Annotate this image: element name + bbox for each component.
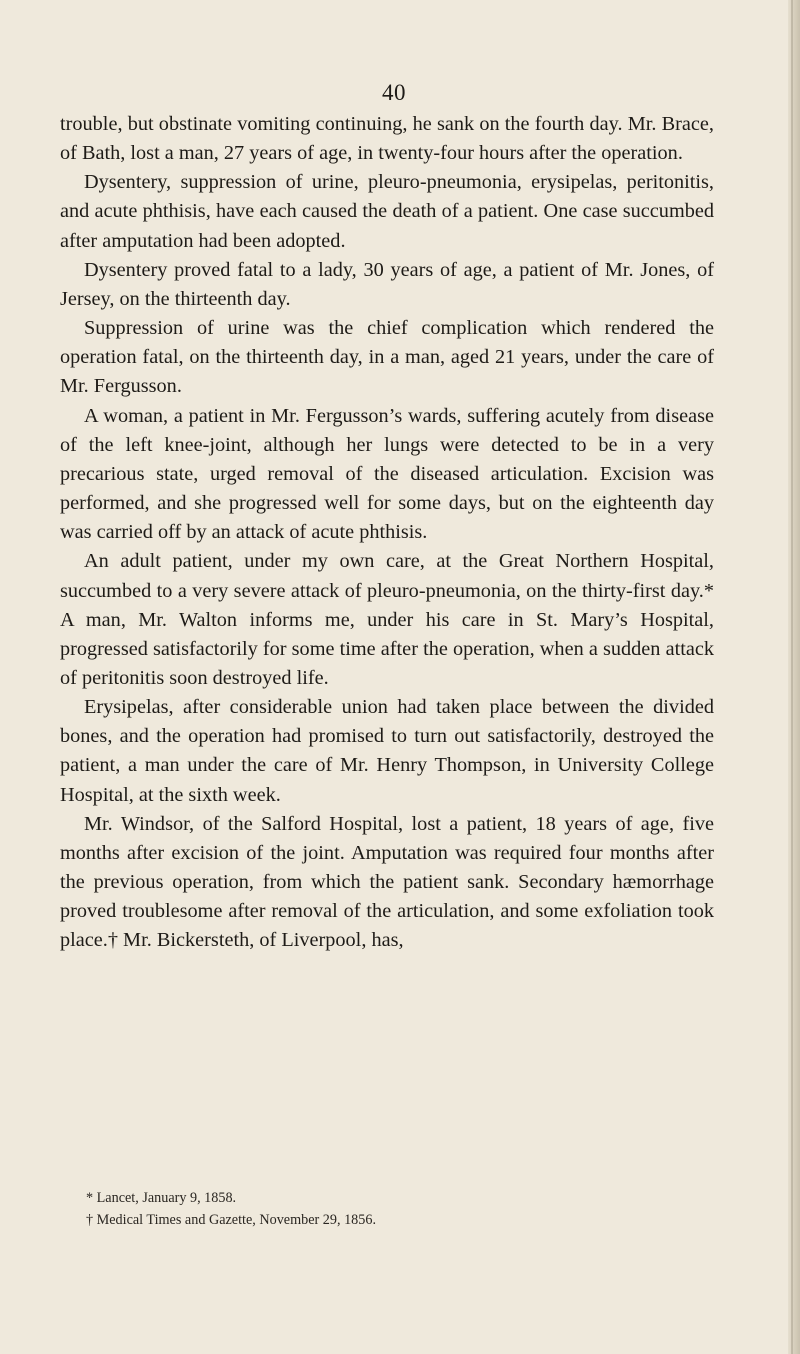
- footnotes: [86, 1187, 726, 1231]
- page-edge-line: [791, 0, 793, 1354]
- body-text: [60, 110, 714, 956]
- paragraph-pneumonia-peritonitis: An adult patient, under my own care, at the Great Northern Hospital, succumbed to a very severe attack of pleuro-pneumonia, on the thirty-first day.* A man, Mr. Walton informs me, under his care in St. Mary’s Hospital, progressed satisfactorily for some time after the operation, when a sudden attack of peritonitis soon destroyed life.: [60, 550, 714, 689]
- page-edge: [788, 0, 800, 1354]
- paragraph-suppression: Suppression of urine was the chief complication which rendered the operation fatal, on the thirteenth day, in a man, aged 21 years, under the care of Mr. Fergusson.: [60, 317, 714, 398]
- page-number: 40: [382, 80, 406, 105]
- paragraph-dysentery: Dysentery proved fatal to a lady, 30 years of age, a patient of Mr. Jones, of Jersey, on the thirteenth day.: [60, 258, 714, 310]
- paragraph-phthisis: A woman, a patient in Mr. Fergusson’s wards, suffering acutely from disease of the left knee-joint, although her lungs were detected to be in a very precarious state, urged removal of the diseased articulation. Excision was performed, and she progressed well for some days, but on the eighteenth day was carried off by an attack of acute phthisis.: [60, 404, 714, 544]
- paragraph-causes: Dysentery, suppression of urine, pleuro-pneumonia, erysipelas, peritonitis, and acute phthisis, have each caused the death of a patient. One case succumbed after amputation had been adopted.: [60, 171, 714, 252]
- paragraph-erysipelas: Erysipelas, after considerable union had taken place between the divided bones, and the operation had promised to turn out satisfactorily, destroyed the patient, a man under the care of Mr. Henry Thompson, in University College Hospital, at the sixth week.: [60, 696, 714, 806]
- footnote-medical-times: † Medical Times and Gazette, November 29, 1856.: [86, 1212, 376, 1228]
- paragraph-continuation: trouble, but obstinate vomiting continuing, he sank on the fourth day. Mr. Brace, of Bath, lost a man, 27 years of age, in twenty-four hours after the operation.: [60, 113, 714, 165]
- footnote-lancet: * Lancet, January 9, 1858.: [86, 1190, 237, 1206]
- paragraph-salford: Mr. Windsor, of the Salford Hospital, lost a patient, 18 years of age, five months after excision of the joint. Amputation was required four months after the previous operation, from which the patient sank. Secondary hæmorrhage proved troublesome after removal of the articulation, and some exfoliation took place.† Mr. Bickersteth, of Liverpool, has,: [60, 812, 714, 952]
